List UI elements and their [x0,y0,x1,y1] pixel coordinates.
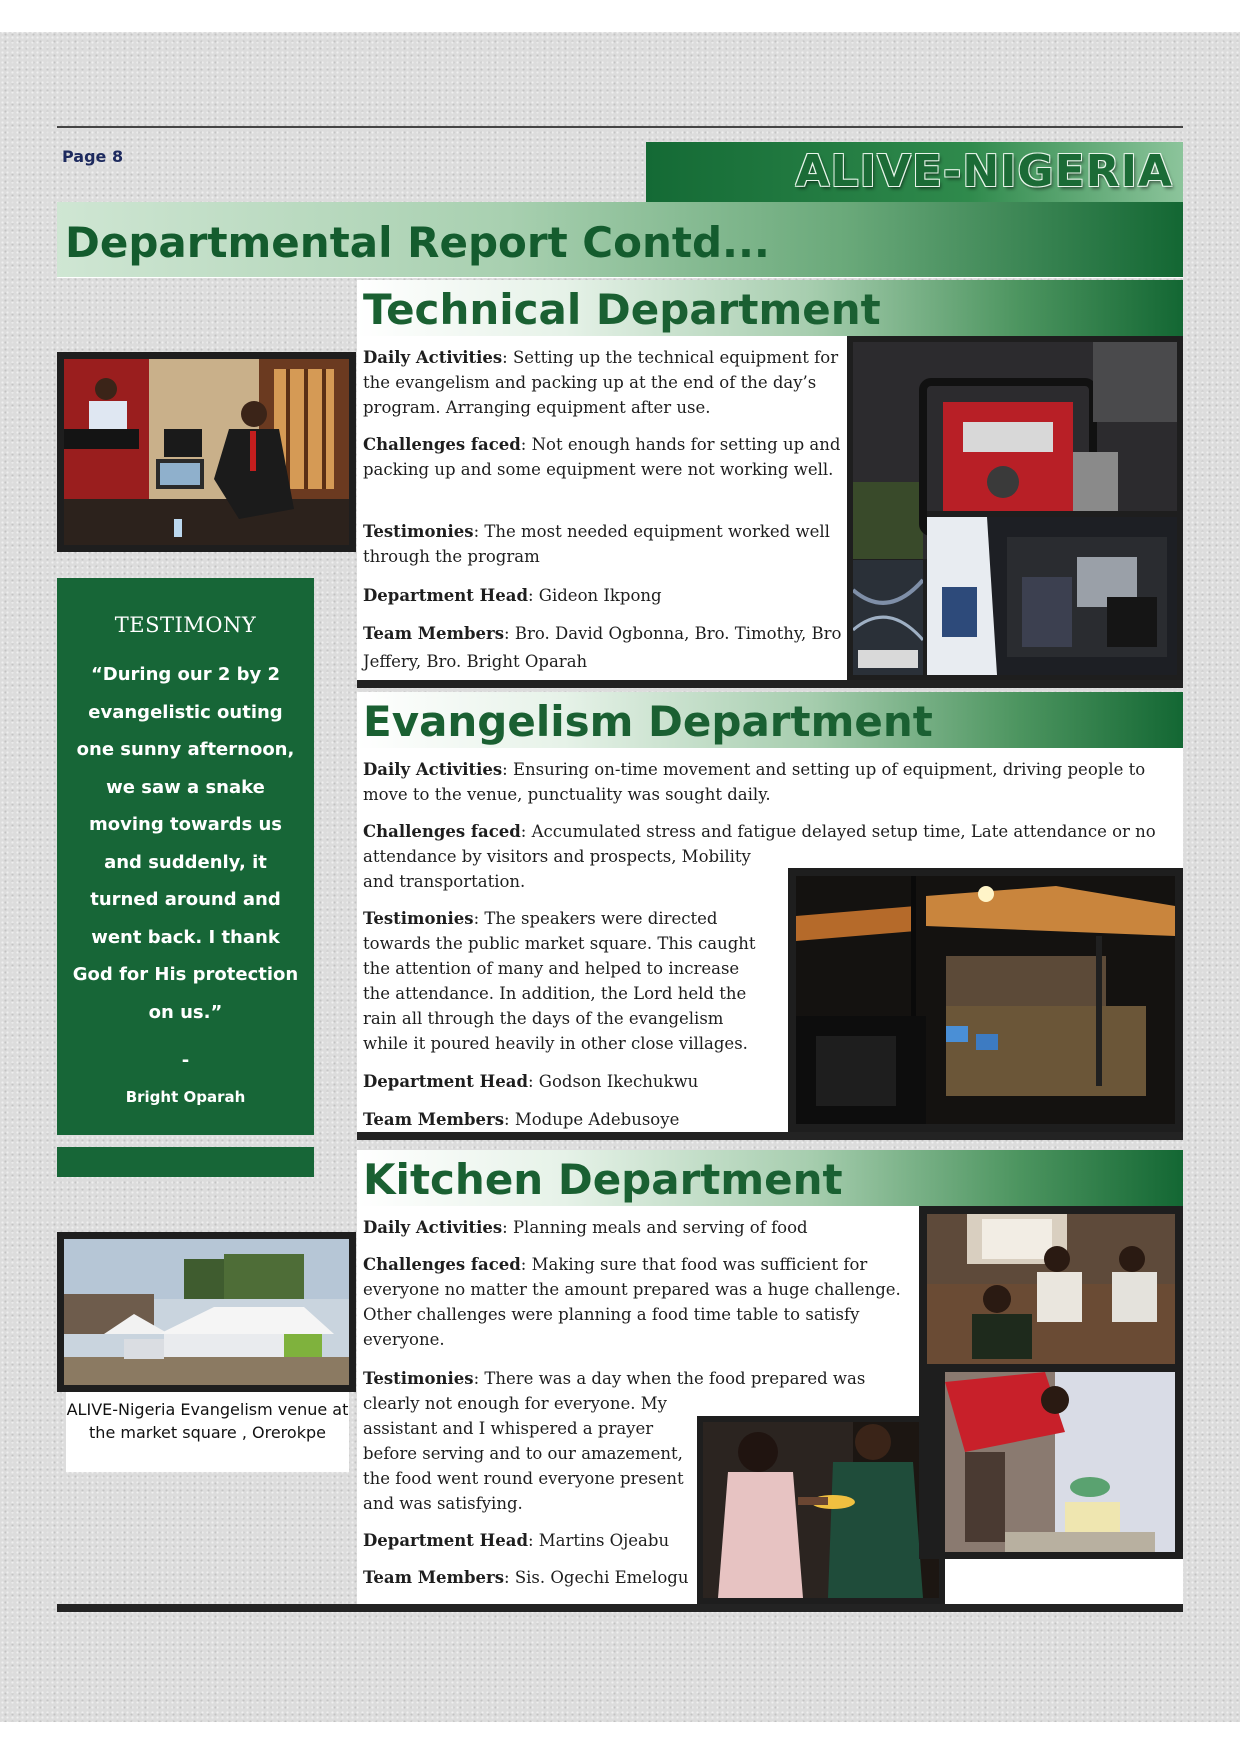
kitchen-head-label: Department Head [363,1531,528,1550]
evangelism-daily-label: Daily Activities [363,760,503,779]
evangelism-challenges-label: Challenges faced [363,822,521,841]
kitchen-team-text: : Sis. Ogechi Emelogu [504,1568,689,1587]
cables-photo [853,560,923,675]
evangelism-section-header [357,692,1183,748]
evangelism-challenges-text-2: attendance by visitors and prospects, Mobility [363,847,751,866]
kitchen-daily-label: Daily Activities [363,1218,503,1237]
kitchen-challenges-label: Challenges faced [363,1255,521,1274]
kitchen-head-text: : Martins Ojeabu [527,1531,670,1550]
evangelism-photo [788,868,1183,1132]
kitchen-section-header [357,1150,1183,1206]
kitchen-daily-text: : Planning meals and serving of food [502,1218,808,1237]
page-bottom-rule [57,1604,1183,1612]
banner-title: Departmental Report Contd... [65,218,770,267]
technical-head-text: : Gideon Ikpong [527,586,662,605]
technical-testimonies [363,519,843,569]
kitchen-title: Kitchen Department [363,1155,843,1204]
kitchen-team [363,1565,693,1590]
section-banner [57,202,1183,278]
technical-challenges-label: Challenges faced [363,435,521,454]
header-rule [57,126,1183,128]
evangelism-head-text: : Godson Ikechukwu [527,1072,699,1091]
technical-head-label: Department Head [363,586,528,605]
kitchen-challenges [363,1252,913,1352]
venue-photo [57,1232,356,1392]
technical-section-header [357,280,1183,336]
evangelism-title: Evangelism Department [363,697,933,746]
technical-head [363,583,843,608]
evangelism-testimonies [363,906,763,1056]
venue-photo-image [64,1239,349,1385]
evangelism-testimonies-label: Testimonies [363,909,474,928]
venue-caption: ALIVE-Nigeria Evangelism venue at the market square , Orerokpe [66,1400,349,1442]
evangelism-head [363,1069,763,1094]
technical-challenges [363,432,843,482]
evangelism-night-photo [796,876,1175,1124]
kitchen-testimonies-cont: clearly not enough for everyone. My assistant and I whispered a prayer before serving and to our amazement, the food went round everyone present and was satisfying. [363,1394,684,1513]
evangelism-challenges-text-3: and transportation. [363,872,526,891]
kitchen-daily [363,1215,903,1240]
venue-caption-box [66,1392,349,1472]
evangelism-bottom-rule [357,1132,1183,1140]
page-bottom-margin [0,1722,1240,1754]
technical-team [363,620,843,676]
testimony-title: TESTIMONY [114,613,257,637]
evangelism-daily [363,757,1178,807]
technical-team-label: Team Members [363,624,505,643]
page-number: Page 8 [62,147,124,166]
technical-photo-collage [847,336,1183,681]
technical-testimonies-text: : The most needed equipment worked well through the program [363,522,830,566]
kitchen-challenges-text: : Making sure that food was sufficient for everyone no matter the amount prepared was a huge challenge. Other challenges were planning a food time table to satisfy everyone. [363,1255,901,1349]
kitchen-head [363,1528,693,1553]
testimony-quote: “During our 2 by 2 evangelistic outing one sunny afternoon, we saw a snake moving towards us and suddenly, it turned around and went back. I thank God for His protection on us.” [72,664,299,1023]
technical-testimonies-label: Testimonies [363,522,474,541]
kitchen-testimonies [363,1366,913,1391]
kitchen-testimonies-label: Testimonies [363,1369,474,1388]
technical-title: Technical Department [363,285,881,334]
technical-daily-label: Daily Activities [363,348,503,367]
technical-team-text: : Bro. David Ogbonna, Bro. Timothy, Bro Jeffery, Bro. Bright Oparah [363,624,842,671]
evangelism-team-text: : Modupe Adebusoye [504,1110,680,1129]
kitchen-collage-divider [927,1364,1175,1372]
technical-daily [363,345,843,420]
cooking-photo [945,1372,1175,1552]
testimony-dash: - [181,1050,190,1071]
kitchen-testimonies-text: : There was a day when the food prepared was [473,1369,866,1388]
technical-team-photo [57,352,356,552]
van-equipment-photo [927,517,1177,675]
kitchen-serving-photo [697,1416,945,1604]
kitchen-photo-collage [919,1206,1183,1559]
masthead-bar [646,142,1183,202]
serving-food-photo [703,1422,939,1598]
technical-team-photo-image [64,359,349,545]
technical-daily-text: : Setting up the technical equipment for the evangelism and packing up at the end of the day’s program. Arranging equipment after use. [363,348,839,417]
eating-photo [927,1214,1175,1364]
kitchen-team-label: Team Members [363,1568,505,1587]
page-top-margin [0,0,1240,32]
evangelism-testimonies-text: : The speakers were directed towards the public market square. This caught the attention of many and helped to increase the attendance. In addition, the Lord held the rain all through the days of the evangelism while it poured heavily in other close villages. [363,909,756,1053]
technical-bottom-rule [357,680,1183,688]
evangelism-team [363,1107,763,1132]
evangelism-challenges-text: : Accumulated stress and fatigue delayed setup time, Late attendance or no [520,822,1156,841]
technical-challenges-text: : Not enough hands for setting up and packing up and some equipment were not working well. [363,435,841,479]
evangelism-daily-text: : Ensuring on-time movement and setting up of equipment, driving people to move to the venue, punctuality was sought daily. [363,760,1146,804]
masthead-title: ALIVE-NIGERIA [795,146,1173,197]
testimony-author: Bright Oparah [125,1088,246,1106]
evangelism-team-label: Team Members [363,1110,505,1129]
green-accent-strip [57,1147,314,1177]
testimony-box [57,578,314,1135]
evangelism-head-label: Department Head [363,1072,528,1091]
